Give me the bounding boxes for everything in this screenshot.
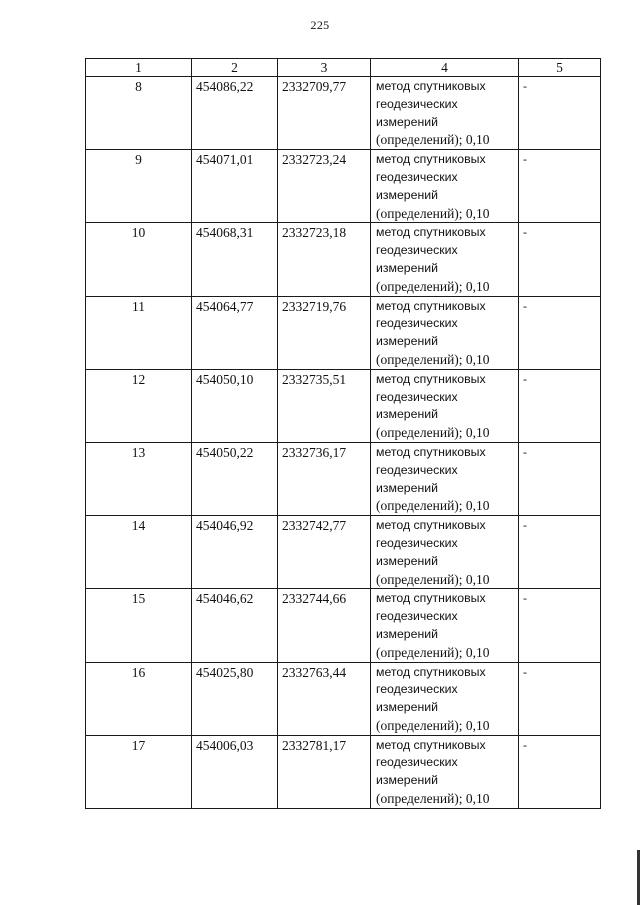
table-row <box>86 296 601 369</box>
point-number-cell: 9 <box>86 150 192 223</box>
method-text-line: геодезических <box>376 243 458 258</box>
method-cell <box>371 662 519 735</box>
point-number-cell: 17 <box>86 735 192 808</box>
y-coordinate-cell: 2332719,76 <box>278 296 371 369</box>
note-cell: - <box>519 589 601 662</box>
point-number-cell: 11 <box>86 296 192 369</box>
method-text-line: геодезических <box>376 462 458 477</box>
method-text-line: (определений); 0,10 <box>376 717 490 733</box>
header-col-1: 1 <box>86 59 192 77</box>
method-text-line: метод спутниковых <box>376 225 486 240</box>
method-text-line: геодезических <box>376 96 458 111</box>
note-cell: - <box>519 77 601 150</box>
table-row <box>86 442 601 515</box>
point-number-cell: 13 <box>86 442 192 515</box>
method-text-line: измерений <box>376 334 439 349</box>
method-text-line: измерений <box>376 260 439 275</box>
method-text-line: (определений); 0,10 <box>376 644 490 660</box>
y-coordinate-cell: 2332709,77 <box>278 77 371 150</box>
note-cell: - <box>519 735 601 808</box>
method-cell <box>371 223 519 296</box>
page-number: 225 <box>310 18 330 32</box>
method-text-line: измерений <box>376 187 439 202</box>
x-coordinate-cell: 454046,62 <box>192 589 278 662</box>
y-coordinate-cell: 2332744,66 <box>278 589 371 662</box>
table-row <box>86 223 601 296</box>
method-text-line: (определений); 0,10 <box>376 791 490 807</box>
header-col-2: 2 <box>192 59 278 77</box>
method-text-line: (определений); 0,10 <box>376 425 490 441</box>
header-col-5: 5 <box>519 59 601 77</box>
method-cell <box>371 369 519 442</box>
note-cell: - <box>519 442 601 515</box>
method-cell <box>371 735 519 808</box>
x-coordinate-cell: 454071,01 <box>192 150 278 223</box>
table-body <box>86 77 601 809</box>
method-cell <box>371 296 519 369</box>
method-text-line: метод спутниковых <box>376 518 486 533</box>
method-cell <box>371 589 519 662</box>
x-coordinate-cell: 454068,31 <box>192 223 278 296</box>
note-cell: - <box>519 516 601 589</box>
header-col-3: 3 <box>278 59 371 77</box>
method-cell <box>371 516 519 589</box>
method-text-line: метод спутниковых <box>376 79 486 93</box>
method-text-line: (определений); 0,10 <box>376 498 490 514</box>
note-cell: - <box>519 223 601 296</box>
coordinates-table <box>85 58 601 809</box>
method-text-line: (определений); 0,10 <box>376 571 490 587</box>
y-coordinate-cell: 2332781,17 <box>278 735 371 808</box>
method-text-line: метод спутниковых <box>376 371 486 386</box>
method-text-line: (определений); 0,10 <box>376 278 490 294</box>
method-text-line: (определений); 0,10 <box>376 205 490 221</box>
note-cell: - <box>519 150 601 223</box>
x-coordinate-cell: 454025,80 <box>192 662 278 735</box>
point-number-cell: 14 <box>86 516 192 589</box>
table-row <box>86 77 601 150</box>
x-coordinate-cell: 454086,22 <box>192 77 278 150</box>
table-row <box>86 369 601 442</box>
method-text-line: измерений <box>376 114 439 129</box>
method-text-line: метод спутниковых <box>376 591 486 606</box>
method-text-line: метод спутниковых <box>376 444 486 459</box>
method-text-line: метод спутниковых <box>376 152 486 167</box>
method-text-line: измерений <box>376 700 439 715</box>
method-text-line: измерений <box>376 480 439 495</box>
method-text-line: геодезических <box>376 169 458 184</box>
y-coordinate-cell: 2332763,44 <box>278 662 371 735</box>
note-cell: - <box>519 662 601 735</box>
method-text-line: измерений <box>376 626 439 641</box>
table-row <box>86 735 601 808</box>
method-text-line: геодезических <box>376 682 458 697</box>
note-cell: - <box>519 296 601 369</box>
method-text-line: геодезических <box>376 755 458 770</box>
method-text-line: (определений); 0,10 <box>376 351 490 367</box>
method-cell <box>371 442 519 515</box>
y-coordinate-cell: 2332735,51 <box>278 369 371 442</box>
x-coordinate-cell: 454046,92 <box>192 516 278 589</box>
method-text-line: метод спутниковых <box>376 298 486 313</box>
point-number-cell: 15 <box>86 589 192 662</box>
method-cell <box>371 150 519 223</box>
x-coordinate-cell: 454050,10 <box>192 369 278 442</box>
method-text-line: метод спутниковых <box>376 664 486 679</box>
x-coordinate-cell: 454064,77 <box>192 296 278 369</box>
y-coordinate-cell: 2332723,24 <box>278 150 371 223</box>
method-cell <box>371 77 519 150</box>
y-coordinate-cell: 2332736,17 <box>278 442 371 515</box>
method-text-line: геодезических <box>376 609 458 624</box>
point-number-cell: 10 <box>86 223 192 296</box>
method-text-line: измерений <box>376 407 439 422</box>
method-text-line: геодезических <box>376 535 458 550</box>
table-row <box>86 589 601 662</box>
table-row <box>86 516 601 589</box>
table-row <box>86 150 601 223</box>
x-coordinate-cell: 454006,03 <box>192 735 278 808</box>
point-number-cell: 8 <box>86 77 192 150</box>
method-text-line: геодезических <box>376 316 458 331</box>
method-text-line: геодезических <box>376 389 458 404</box>
y-coordinate-cell: 2332723,18 <box>278 223 371 296</box>
table-header-row <box>86 59 601 77</box>
method-text-line: измерений <box>376 773 439 788</box>
y-coordinate-cell: 2332742,77 <box>278 516 371 589</box>
x-coordinate-cell: 454050,22 <box>192 442 278 515</box>
note-cell: - <box>519 369 601 442</box>
point-number-cell: 16 <box>86 662 192 735</box>
header-col-4: 4 <box>371 59 519 77</box>
point-number-cell: 12 <box>86 369 192 442</box>
method-text-line: метод спутниковых <box>376 737 486 752</box>
method-text-line: измерений <box>376 553 439 568</box>
table-row <box>86 662 601 735</box>
method-text-line: (определений); 0,10 <box>376 132 490 148</box>
